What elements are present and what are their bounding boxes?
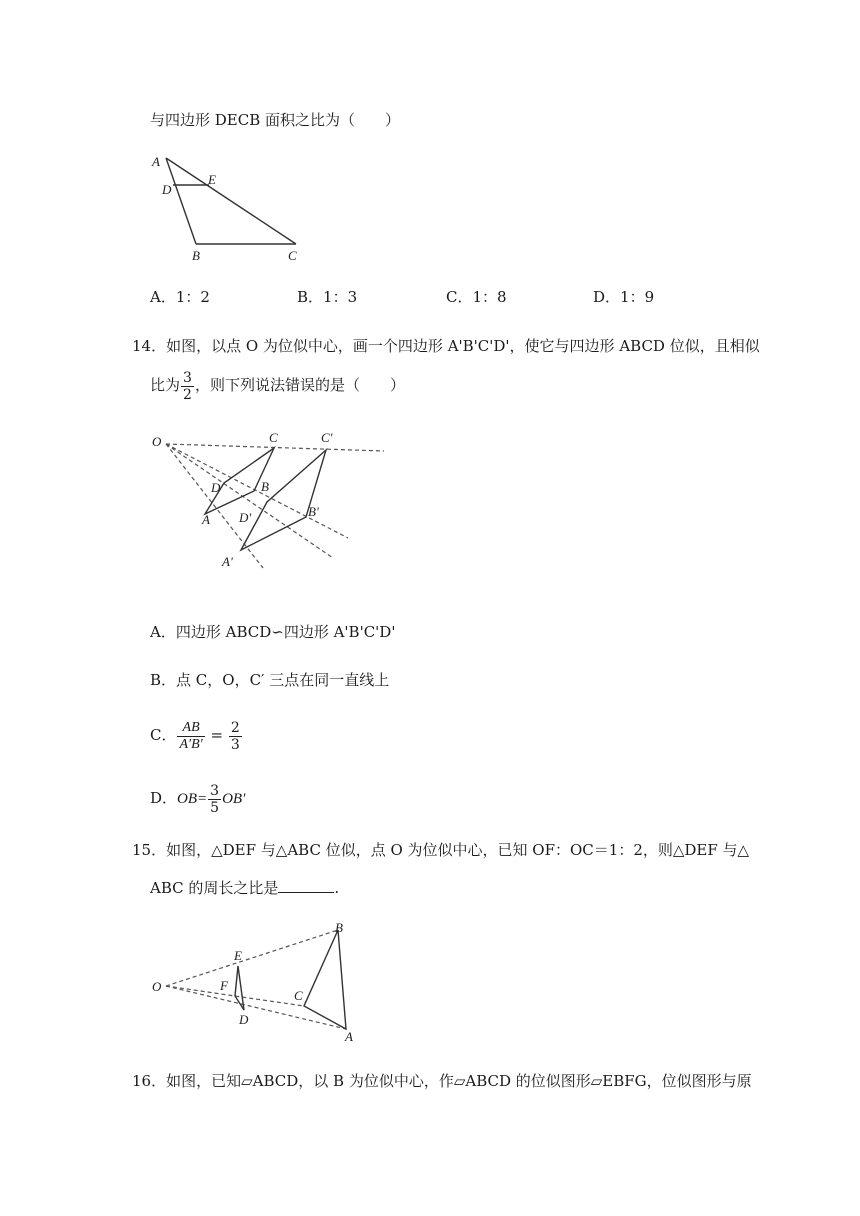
q14-option-c: C． $\frac{AB}{A'B'}$ = $\frac{2}{3}$ bbox=[150, 719, 240, 753]
q14-option-c-lhs-fraction: $\frac{AB}{A'B'}$ bbox=[179, 719, 203, 752]
q14-label-d-prime: D' bbox=[239, 510, 252, 525]
q15-label-f: F bbox=[220, 978, 228, 993]
q14-label-b-prime: B' bbox=[308, 504, 319, 519]
q15-answer-blank[interactable] bbox=[278, 878, 334, 893]
q14-label-c-prime: C' bbox=[321, 430, 333, 445]
q13-option-b: B．1：3 bbox=[297, 288, 358, 306]
q13-label-b: B bbox=[192, 248, 200, 263]
q14-option-c-rhs-fraction: $\frac{2}{3}$ bbox=[230, 719, 240, 753]
q15-label-o: O bbox=[152, 979, 162, 994]
q13-option-c: C．1：8 bbox=[446, 288, 507, 306]
q13-label-a: A bbox=[152, 154, 160, 169]
q14-ratio-fraction: $\frac{3}{2}$ bbox=[183, 369, 192, 403]
q15-text-line2: ABC 的周长之比是 . bbox=[150, 879, 340, 897]
q14-figure bbox=[148, 428, 388, 573]
q15-label-a: A bbox=[345, 1029, 353, 1044]
q13-option-a: A．1：2 bbox=[150, 288, 210, 306]
q14-option-a: A．四边形 ABCD∽四边形 A'B'C'D' bbox=[150, 623, 396, 641]
q13-option-d: D．1：9 bbox=[593, 288, 655, 306]
q14-text-line2: 比为 $\frac{3}{2}$ ，则下列说法错误的是（ ） bbox=[150, 369, 405, 403]
q14-label-d: D bbox=[211, 480, 221, 495]
q14-label-o: O bbox=[152, 434, 162, 449]
q15-label-b: B bbox=[335, 920, 343, 935]
q13-tail-text: 与四边形 DECB 面积之比为（ ） bbox=[150, 111, 401, 129]
q14-text-line1: 14．如图，以点 O 为位似中心，画一个四边形 A'B'C'D'，使它与四边形 ABCD 位似，且相似 bbox=[132, 337, 760, 355]
q15-text-line1: 15．如图，△DEF 与△ABC 位似，点 O 为位似中心，已知 OF：OC＝1：2，则△DEF 与△ bbox=[132, 841, 750, 859]
q13-label-c: C bbox=[288, 248, 297, 263]
q15-label-d: D bbox=[239, 1012, 249, 1027]
q13-label-e: E bbox=[208, 172, 216, 187]
q13-label-d: D bbox=[162, 182, 172, 197]
q14-label-a: A bbox=[202, 512, 210, 527]
q14-option-d-fraction: $\frac{3}{5}$ bbox=[210, 782, 220, 816]
q16-text-line1: 16．如图，已知▱ABCD，以 B 为位似中心，作▱ABCD 的位似图形▱EBFG，位似图形与原 bbox=[132, 1072, 752, 1090]
q15-label-e: E bbox=[234, 948, 242, 963]
q14-option-d: D．OB= $\frac{3}{5}$ OB′ bbox=[150, 782, 246, 816]
q14-label-a-prime: A' bbox=[222, 554, 233, 569]
q15-label-c: C bbox=[294, 988, 303, 1003]
q15-figure bbox=[148, 914, 368, 1044]
q14-label-b: B bbox=[261, 479, 269, 494]
q14-option-b: B．点 C，O，C′ 三点在同一直线上 bbox=[150, 671, 390, 689]
q13-figure bbox=[140, 148, 320, 268]
q14-label-c: C bbox=[269, 430, 278, 445]
